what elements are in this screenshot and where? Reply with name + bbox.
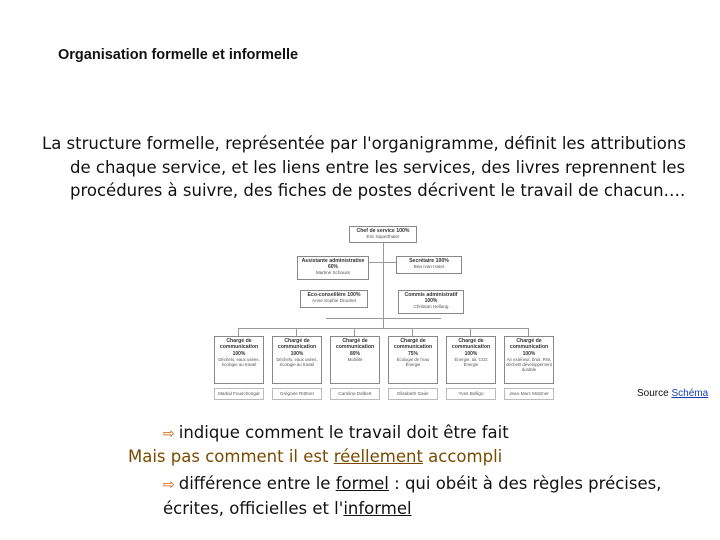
officer-pct: 100% — [464, 350, 478, 357]
org-name-officer-5 — [446, 388, 496, 400]
paragraph-line-2: de chaque service, et les liens entre les services, des livres reprennent les — [70, 157, 686, 177]
source-link[interactable]: Schéma — [671, 388, 709, 399]
officer-title: Chargé de communication — [219, 338, 259, 351]
org-name-officer-4 — [388, 388, 438, 400]
officer-name: Caroline Delbert — [338, 391, 372, 396]
bullet-1-text: indique comment le travail doit être fait — [178, 423, 509, 442]
officer-title: Chargé de communication — [393, 338, 433, 351]
officer-title: Chargé de communication — [335, 338, 375, 351]
officer-pct: 100% — [522, 350, 536, 357]
bullet-1 — [163, 423, 509, 442]
org-box-officer-3 — [330, 336, 380, 384]
org-box-officer-1 — [214, 336, 264, 384]
officer-pct: 100% — [290, 350, 304, 357]
bullet-2-underlined: réellement — [333, 447, 423, 466]
officer-desc: Énergie, air, CO2 Énergie — [454, 356, 488, 368]
org-name-officer-2 — [272, 388, 322, 400]
org-chief-title: Chef de service 100% — [356, 228, 410, 234]
org-box-assistant — [297, 256, 369, 280]
officer-name: Grégoire Rüttner — [279, 391, 315, 396]
org-box-commis — [398, 290, 464, 314]
org-box-officer-4 — [388, 336, 438, 384]
bullet-3-text-a: différence entre le — [178, 474, 336, 493]
org-box-eco — [300, 290, 368, 308]
bullet-2-text-a: Mais pas comment il est — [128, 447, 334, 466]
org-assistant-name: Martine Schauss — [315, 270, 351, 276]
officer-title: Chargé de communication — [277, 338, 317, 351]
bullet-3 — [163, 472, 661, 521]
officer-pct: 100% — [232, 350, 246, 357]
bullet-3-line2-text: écrites, officielles et l' — [163, 499, 344, 518]
arrow-right-icon: ⇨ — [163, 477, 175, 493]
org-chief-name: Eric Saperthaler — [366, 234, 400, 240]
org-box-officer-6 — [504, 336, 554, 384]
officer-pct: 80% — [349, 350, 360, 357]
org-commis-name: Christian Hellang — [413, 304, 449, 310]
officer-title: Chargé de communication — [451, 338, 491, 351]
org-commis-pct: 100% — [424, 298, 438, 305]
officer-name: Yves Bolligo — [458, 391, 484, 396]
source-caption — [637, 388, 708, 399]
officer-title: Chargé de communication — [509, 338, 549, 351]
officer-desc: Écologie de l'eau Énergie — [396, 356, 430, 368]
source-prefix: Source — [637, 388, 672, 399]
officer-name: Martial Fouschongar — [218, 391, 260, 396]
slide-title: Organisation formelle et informelle — [58, 47, 299, 63]
officer-pct: 75% — [407, 350, 418, 357]
org-secretary-name: Bea Ivan Hatet — [413, 264, 445, 270]
org-box-officer-5 — [446, 336, 496, 384]
officer-desc: Mobilité — [347, 356, 363, 362]
informel-word: informel — [343, 499, 412, 518]
org-commis-title: Commis administratif — [404, 292, 458, 298]
org-box-chief — [349, 226, 417, 243]
org-name-officer-1 — [214, 388, 264, 400]
bullet-2 — [128, 447, 502, 466]
bullet-3-text-b: : qui obéit à des règles précises, — [388, 474, 662, 493]
org-name-officer-3 — [330, 388, 380, 400]
bullet-2-text-b: accompli — [422, 447, 503, 466]
org-box-secretary — [396, 256, 462, 274]
officer-desc: Déchets, eaux usées, écologie au travail — [276, 356, 318, 368]
org-box-officer-2 — [272, 336, 322, 384]
paragraph-line-3: procédures à suivre, des fiches de postes décrivent le travail de chacun…. — [70, 181, 686, 200]
org-eco-title: Eco-conseillère 100% — [307, 292, 361, 298]
officer-desc: Air extérieur, bruit, RNI, déchets développement durable — [506, 356, 552, 373]
arrow-right-icon: ⇨ — [163, 426, 175, 442]
org-secretary-title: Secrétaire 100% — [409, 258, 449, 264]
org-name-officer-6 — [504, 388, 554, 400]
org-chart-image — [208, 218, 558, 410]
officer-desc: Déchets, eaux usées, écologie au travail — [218, 356, 260, 368]
org-assistant-title: Assistante administrative — [301, 258, 365, 264]
officer-name: Jean-Marc Mützner — [509, 391, 549, 396]
org-eco-name: Anne Sophie Drouhet — [312, 298, 356, 304]
intro-paragraph — [42, 132, 692, 203]
org-assistant-pct: 60% — [327, 264, 338, 271]
formel-word: formel — [335, 474, 389, 493]
paragraph-line-1: La structure formelle, représentée par l'organigramme, définit les attributions — [42, 134, 686, 153]
officer-name: Elisabeth Gaier — [397, 391, 429, 396]
